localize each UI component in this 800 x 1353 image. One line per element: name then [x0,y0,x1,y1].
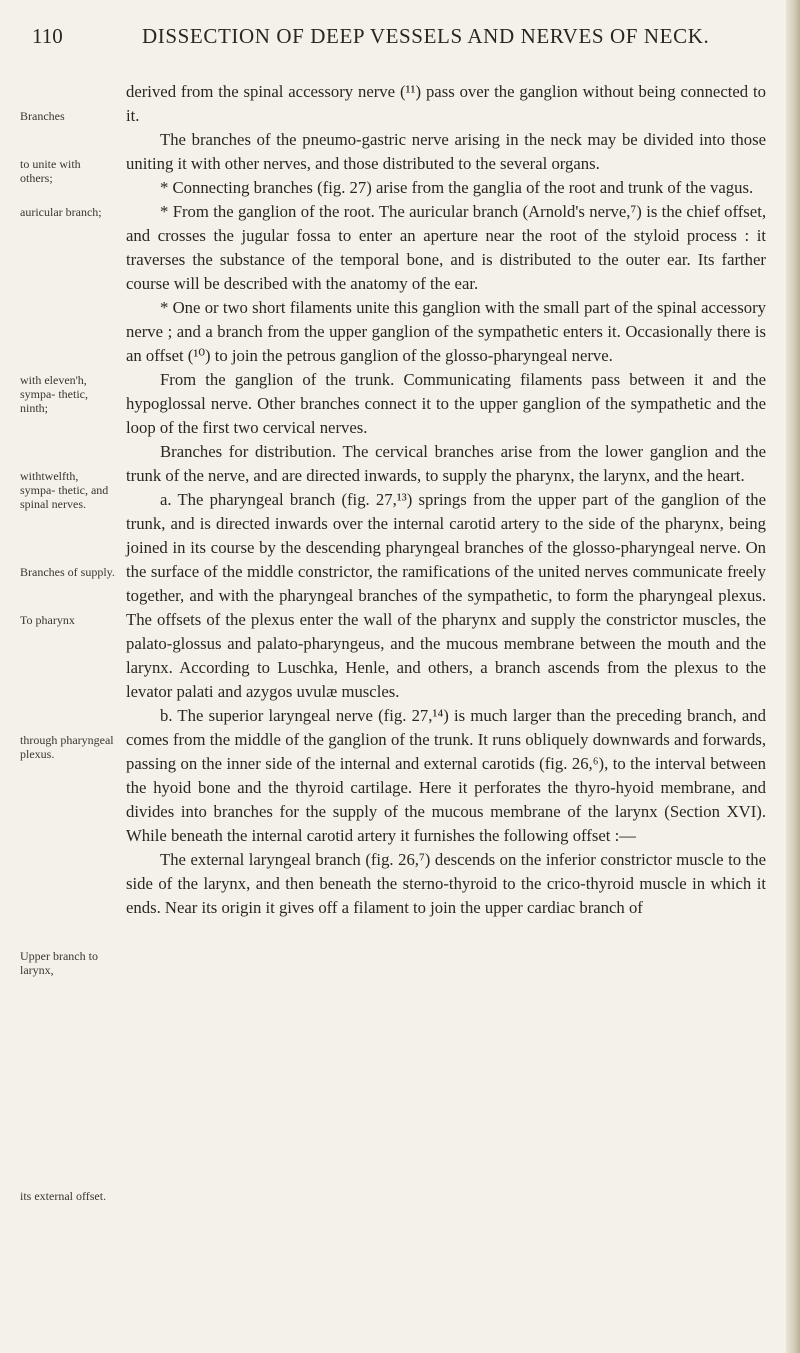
margin-note: Branches [20,109,65,123]
running-head: DISSECTION OF DEEP VESSELS AND NERVES OF NECK. [142,24,710,48]
paragraph: The branches of the pneumo-gastric nerve arising in the neck may be divided into those uniting it with other nerves, and those distributed to the several organs. [126,130,766,173]
paragraph: From the ganglion of the trunk. Communicating filaments pass between it and the hypoglossal nerve. Other branches connect it to the upper ganglion of the sympathetic and the loop of the first two cervical nerves. [126,370,766,437]
body-text [126,80,766,920]
paragraph: * Connecting branches (fig. 27) arise from the ganglia of the root and trunk of the vagus. [160,178,754,197]
margin-note: its external offset. [20,1189,107,1203]
margin-notes [0,0,115,1353]
paragraph: * From the ganglion of the root. The auricular branch (Arnold's nerve,⁷) is the chief offset, and crosses the jugular fossa to enter an aperture near the root of the styloid process : it traverses the substance of the temporal bone, and is distributed to the outer ear. Its farther course will be described with the anatomy of the ear. [126,202,766,293]
paragraph: b. The superior laryngeal nerve (fig. 27,¹⁴) is much larger than the preceding branch, and comes from the middle of the ganglion of the trunk. It runs obliquely downwards and forwards, passing on the inner side of the internal and external carotids (fig. 26,⁶), to the interval between the hyoid bone and the thyroid cartilage. Here it perforates the thyro-hyoid membrane, and divides into branches for the supply of the mucous membrane of the larynx (Section XVI). While beneath the internal carotid artery it furnishes the following offset :— [126,706,766,845]
paragraph: a. The pharyngeal branch (fig. 27,¹³) springs from the upper part of the ganglion of the trunk, and is directed inwards over the internal carotid artery to the side of the pharynx, being joined in its course by the descending pharyngeal branches of the glosso-pharyngeal nerve. On the surface of the middle constrictor, the ramifications of the united nerves communicate freely together, and with the pharyngeal branches of the sympathetic, to form the pharyngeal plexus. The offsets of the plexus enter the wall of the pharynx and supply the constrictor muscles, the palato-glossus and palato-pharyngeus, and the mucous membrane between the mouth and the larynx. According to Luschka, Henle, and others, a branch ascends from the plexus to the levator palati and azygos uvulæ muscles. [126,490,766,701]
margin-note: To pharynx [20,613,75,627]
margin-note: Upper branch to larynx, [20,949,98,977]
paragraph: * One or two short filaments unite this ganglion with the small part of the spinal accessory nerve ; and a branch from the upper ganglion of the sympathetic enters it. Occasionally there is an offset (¹⁰) to join the petrous ganglion of the glosso-pharyngeal nerve. [126,298,766,365]
page-edge [786,0,800,1353]
margin-note: to unite with others; [20,157,81,185]
page-number: 110 [32,24,63,48]
margin-note: through pharyngeal plexus. [20,733,114,761]
margin-note: auricular branch; [20,205,102,219]
margin-note: withtwelfth, sympa- thetic, and spinal nerves. [20,469,109,511]
paragraph: The external laryngeal branch (fig. 26,⁷) descends on the inferior constrictor muscle to the side of the larynx, and then beneath the sterno-thyroid to the crico-thyroid muscle in which it ends. Near its origin it gives off a filament to join the upper cardiac branch of [126,850,766,917]
paragraph: Branches for distribution. The cervical branches arise from the lower ganglion and the trunk of the nerve, and are directed inwards, to supply the pharynx, the larynx, and the heart. [126,442,766,485]
page-header [30,12,770,52]
margin-note: Branches of supply. [20,565,115,579]
margin-note: with eleven'h, sympa- thetic, ninth; [20,373,88,415]
paragraph: derived from the spinal accessory nerve (¹¹) pass over the ganglion without being connected to it. [126,82,766,125]
